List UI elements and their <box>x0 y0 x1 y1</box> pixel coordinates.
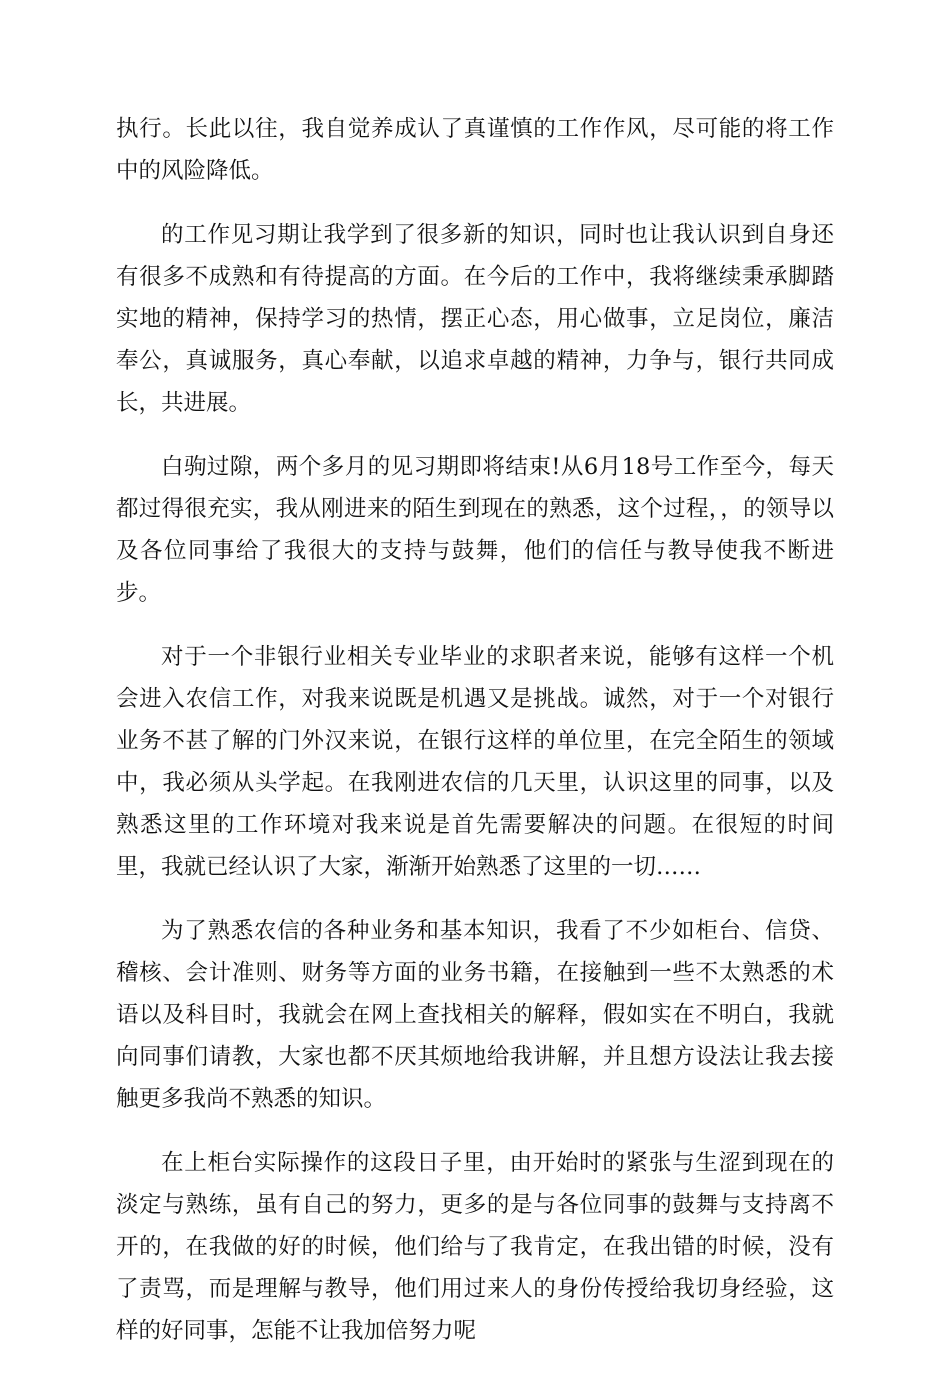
paragraph-continuation: 执行。长此以往，我自觉养成认了真谨慎的工作作风，尽可能的将工作中的风险降低。 <box>116 116 834 184</box>
paragraph-learning-business: 为了熟悉农信的各种业务和基本知识，我看了不少如柜台、信贷、稽核、会计准则、财务等方面的业务书籍，在接触到一些不太熟悉的术语以及科目时，我就会在网上查找相关的解释，假如实在不明白，我就向同事们请教，大家也都不厌其烦地给我讲解，并且想方设法让我去接触更多我尚不熟悉的知识。 <box>116 918 834 1112</box>
paragraph-internship-ending: 白驹过隙，两个多月的见习期即将结束!从6月18号工作至今，每天都过得很充实，我从刚进来的陌生到现在的熟悉，这个过程，，的领导以及各位同事给了我很大的支持与鼓舞，他们的信任与教导使我不断进步。 <box>116 454 834 606</box>
document-body <box>116 108 834 1374</box>
paragraph-career-opportunity: 对于一个非银行业相关专业毕业的求职者来说，能够有这样一个机会进入农信工作，对我来说既是机遇又是挑战。诚然，对于一个对银行业务不甚了解的门外汉来说，在银行这样的单位里，在完全陌生的领域中，我必须从头学起。在我刚进农信的几天里，认识这里的同事，以及熟悉这里的工作环境对我来说是首先需要解决的问题。在很短的时间里，我就已经认识了大家，渐渐开始熟悉了这里的一切…… <box>116 644 834 880</box>
paragraph-internship-summary: 的工作见习期让我学到了很多新的知识，同时也让我认识到自身还有很多不成熟和有待提高的方面。在今后的工作中，我将继续秉承脚踏实地的精神，保持学习的热情，摆正心态，用心做事，立足岗位，廉洁奉公，真诚服务，真心奉献，以追求卓越的精神，力争与，银行共同成长，共进展。 <box>116 222 834 416</box>
paragraph-counter-operations: 在上柜台实际操作的这段日子里，由开始时的紧张与生涩到现在的淡定与熟练，虽有自己的努力，更多的是与各位同事的鼓舞与支持离不开的，在我做的好的时候，他们给与了我肯定，在我出错的时候，没有了责骂，而是理解与教导，他们用过来人的身份传授给我切身经验，这样的好同事，怎能不让我加倍努力呢 <box>116 1150 834 1344</box>
